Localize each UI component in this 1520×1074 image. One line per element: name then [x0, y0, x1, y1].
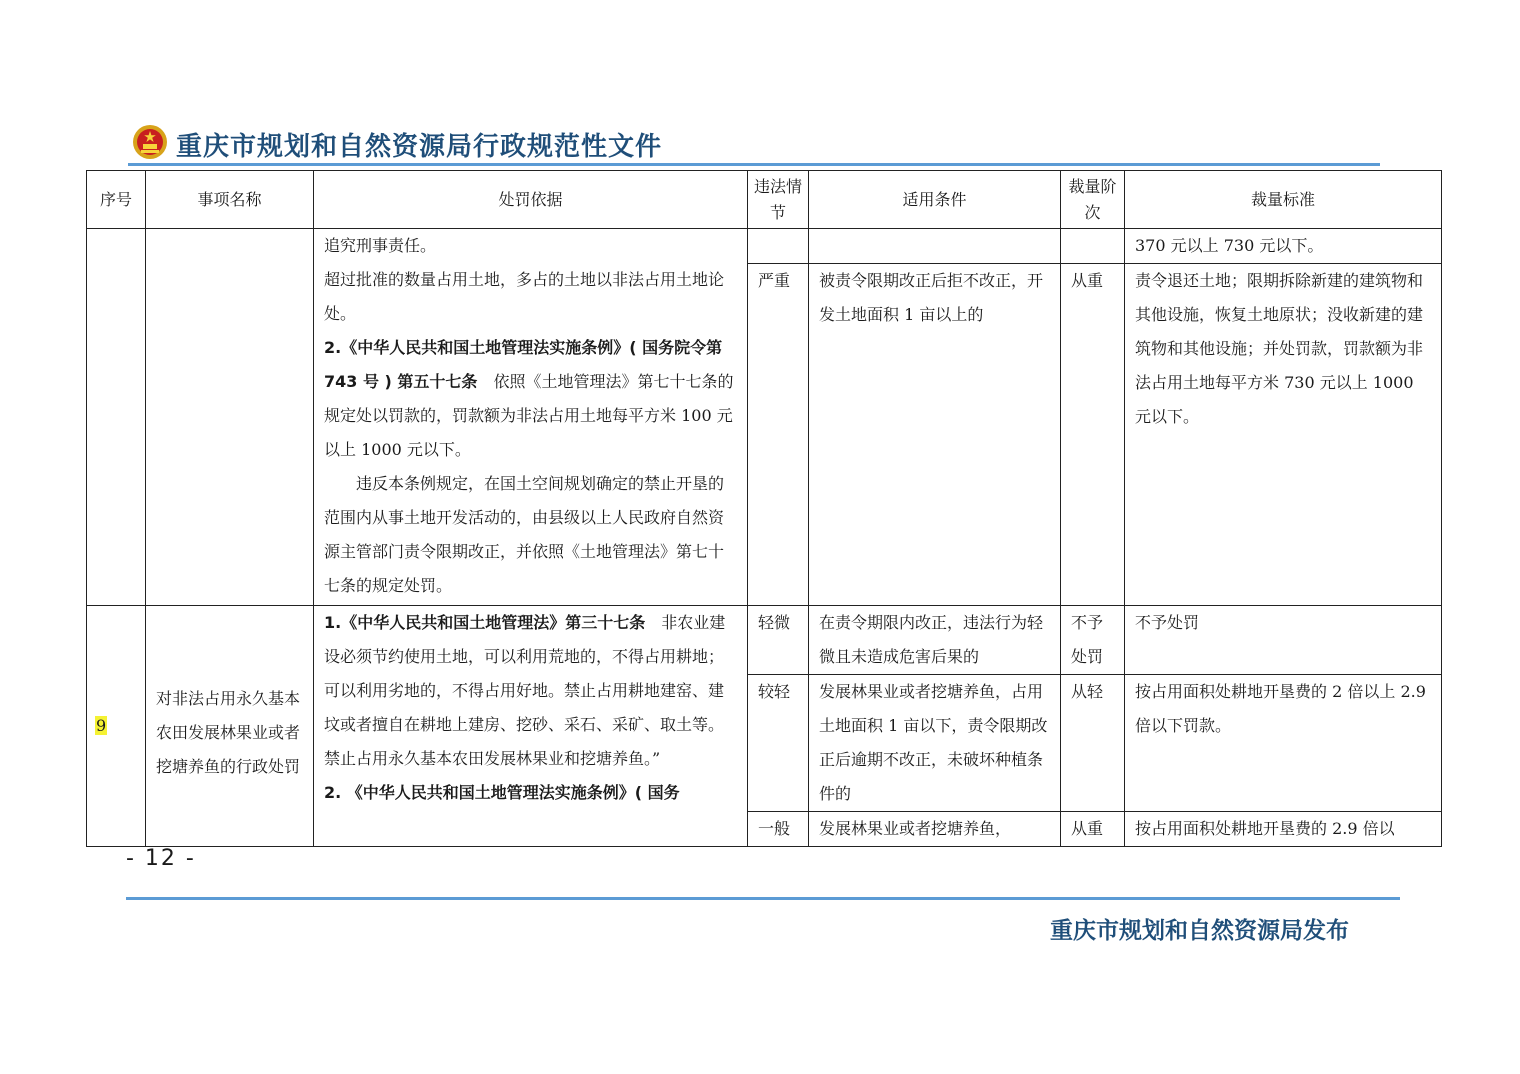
severity-cell: 轻微 [748, 606, 809, 675]
header-divider [128, 163, 1380, 166]
column-header-severity: 违法情节 [748, 171, 809, 229]
standard-cell: 不予处罚 [1125, 606, 1442, 675]
column-header-seq: 序号 [87, 171, 146, 229]
level-cell: 不予处罚 [1061, 606, 1125, 675]
condition-cell-empty [809, 229, 1061, 264]
footer-publisher: 重庆市规划和自然资源局发布 [1050, 918, 1349, 944]
standard-cell: 责令退还土地；限期拆除新建的建筑物和其他设施，恢复土地原状；没收新建的建筑物和其他设施；并处罚款，罚款额为非法占用土地每平方米 730 元以上 1000 元以下。 [1125, 264, 1442, 606]
footer-divider [126, 897, 1400, 900]
page-number: - 12 - [126, 846, 196, 871]
basis-clause-text: 依照《土地管理法》第七十七条的规定处以罚款的，罚款额为非法占用土地每平方米 100 元以上 1000 元以下。 [324, 372, 734, 459]
level-cell: 从重 [1061, 812, 1125, 847]
basis-clause-text: 非农业建设必须节约使用土地，可以利用荒地的，不得占用耕地；可以利用劣地的，不得占用好地。禁止占用耕地建窑、建坟或者擅自在耕地上建房、挖砂、采石、采矿、取土等。禁止占用永久基本农田发展林果业和挖塘养鱼。” [324, 613, 726, 768]
column-header-discretion-standard: 裁量标准 [1125, 171, 1442, 229]
column-header-discretion-level: 裁量阶次 [1061, 171, 1125, 229]
column-header-condition: 适用条件 [809, 171, 1061, 229]
basis-clause-title: 1.《中华人民共和国土地管理法》第三十七条 [324, 613, 646, 632]
penalty-discretion-table [86, 170, 1442, 847]
item-name-cell: 对非法占用永久基本农田发展林果业或者挖塘养鱼的行政处罚 [146, 606, 314, 847]
severity-cell: 一般 [748, 812, 809, 847]
item-name-cell-empty [146, 229, 314, 606]
condition-cell: 在责令期限内改正，违法行为轻微且未造成危害后果的 [809, 606, 1061, 675]
document-header [128, 120, 1380, 166]
penalty-basis-cell [314, 606, 748, 847]
table-row-item-9 [87, 606, 1442, 675]
severity-cell-empty [748, 229, 809, 264]
standard-cell: 按占用面积处耕地开垦费的 2.9 倍以 [1125, 812, 1442, 847]
column-header-penalty-basis: 处罚依据 [314, 171, 748, 229]
level-cell: 从轻 [1061, 675, 1125, 812]
basis-line: 超过批准的数量占用土地，多占的土地以非法占用土地论处。 [324, 270, 725, 323]
penalty-basis-cell [314, 229, 748, 606]
header-title: 重庆市规划和自然资源局行政规范性文件 [176, 132, 663, 162]
severity-cell: 较轻 [748, 675, 809, 812]
basis-clause [324, 606, 737, 776]
basis-line: 追究刑事责任。 [324, 236, 437, 255]
condition-cell: 被责令限期改正后拒不改正，开发土地面积 1 亩以上的 [809, 264, 1061, 606]
table-header-row [87, 171, 1442, 229]
condition-cell: 发展林果业或者挖塘养鱼， [809, 812, 1061, 847]
standard-cell: 按占用面积处耕地开垦费的 2 倍以上 2.9 倍以下罚款。 [1125, 675, 1442, 812]
condition-cell: 发展林果业或者挖塘养鱼，占用土地面积 1 亩以下，责令限期改正后逾期不改正，未破坏种植条件的 [809, 675, 1061, 812]
level-cell: 从重 [1061, 264, 1125, 606]
seq-number-highlighted: 9 [96, 716, 107, 735]
level-cell-empty [1061, 229, 1125, 264]
table-row-continued-top [87, 229, 1442, 264]
national-emblem-icon [132, 124, 168, 160]
seq-cell [87, 606, 146, 847]
severity-cell: 严重 [748, 264, 809, 606]
standard-cell: 370 元以上 730 元以下。 [1125, 229, 1442, 264]
basis-clause-text: 违反本条例规定，在国土空间规划确定的禁止开垦的范围内从事土地开发活动的，由县级以上人民政府自然资源主管部门责令限期改正，并依照《土地管理法》第七十七条的规定处罚。 [324, 474, 725, 595]
basis-clause-title: 2.《中华人民共和国土地管理法实施条例》( 国务院令第 743 号 ) 第五十七条 [324, 338, 723, 391]
basis-clause [324, 331, 737, 467]
basis-clause-title: 2. 《中华人民共和国土地管理法实施条例》( 国务 [324, 783, 680, 802]
column-header-item-name: 事项名称 [146, 171, 314, 229]
seq-cell-empty [87, 229, 146, 606]
